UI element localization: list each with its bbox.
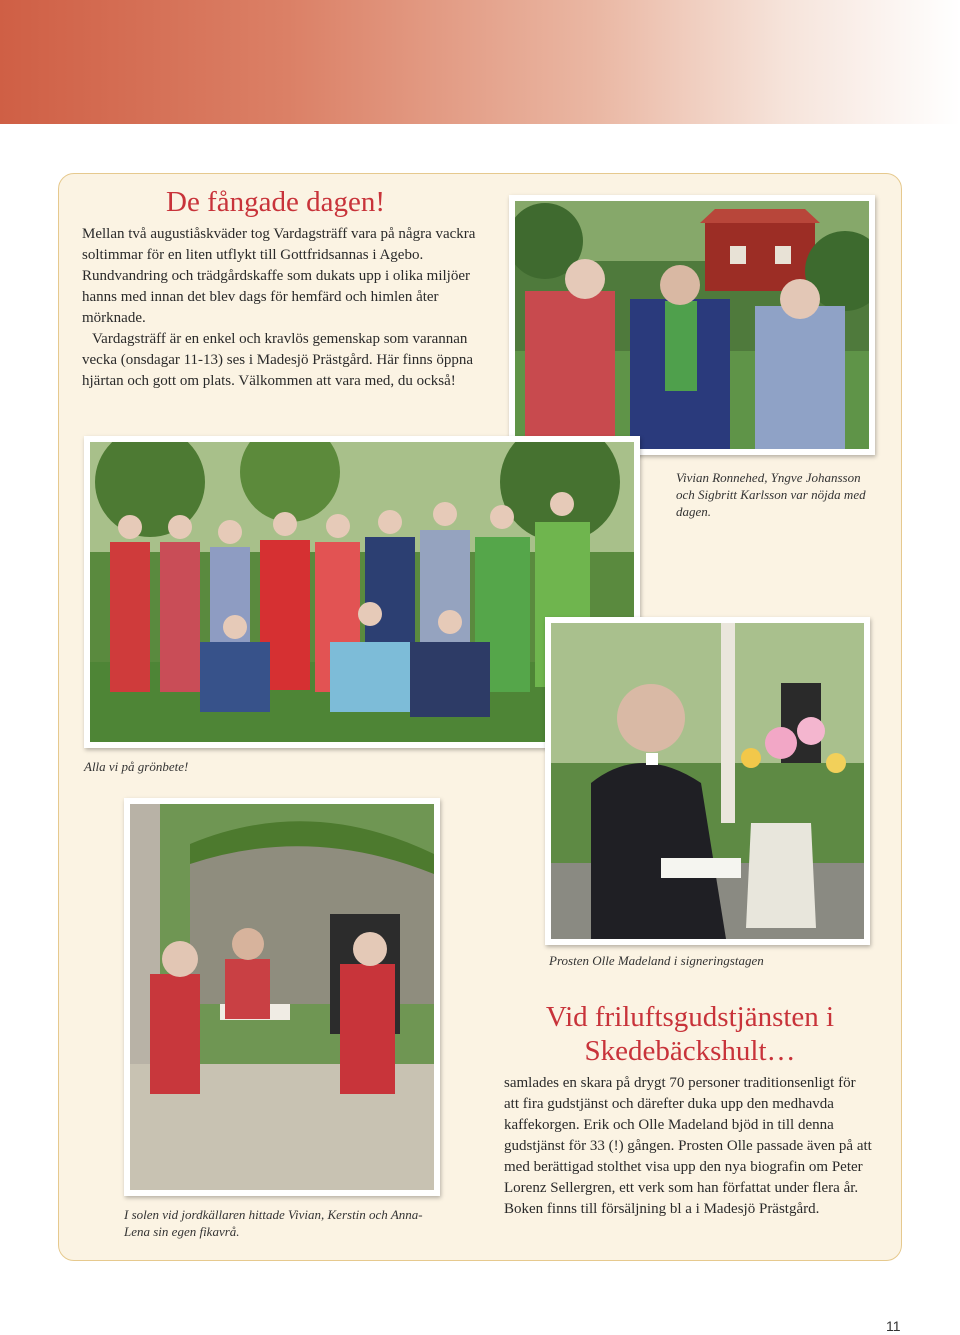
priest-photo (545, 617, 870, 945)
header-gradient-band (0, 0, 960, 124)
article2-heading: Vid friluftsgudstjänsten i Skedebäckshult… (545, 1001, 835, 1067)
page-number: 11 (886, 1318, 901, 1334)
article2-body: samlades en skara på drygt 70 personer traditionsenligt för att fira gudstjänst och därefter duka upp den medhavda kaffekorgen. Erik och Olle Madeland bjöd in till denna gudstjänst för 33 (!) gången. Prosten Olle passade även på att med berättigad stolthet visa upp den nya biografin om Peter Lorenz Sellergren, ett verk som han författat under flera år. Boken finns till försäljning bl a i Madesjö Prästgård. (504, 1075, 872, 1217)
intro-paragraph-1: Mellan två augustiåskväder tog Vardagsträff vara på några vackra soltimmar för en liten utflykt till Gottfridsannas i Agebo. Rundvandring och trädgårdskaffe som dukats upp i olika miljöer hanns med innan det blev dags för hemfärd och himlen åter mörknade. (82, 226, 476, 326)
intro-paragraph-2: Vardagsträff är en enkel och kravlös gemenskap som varannan vecka (onsdagar 11-13) ses i Madesjö Prästgård. Här finns öppna hjärtan och gott om plats. Välkommen att vara med, du också! (82, 331, 474, 389)
cellar-caption: I solen vid jordkällaren hittade Vivian, Kerstin och Anna-Lena sin egen fikavrå. (124, 1207, 423, 1239)
cellar-photo (124, 798, 440, 1196)
page-title: De fångade dagen! (166, 186, 385, 218)
trio-caption: Vivian Ronnehed, Yngve Johansson och Sigbritt Karlsson var nöjda med dagen. (676, 470, 866, 519)
trio-photo (509, 195, 875, 455)
priest-caption: Prosten Olle Madeland i signeringstagen (549, 953, 764, 968)
intro-text (82, 224, 482, 392)
group-caption: Alla vi på grönbete! (84, 759, 189, 774)
